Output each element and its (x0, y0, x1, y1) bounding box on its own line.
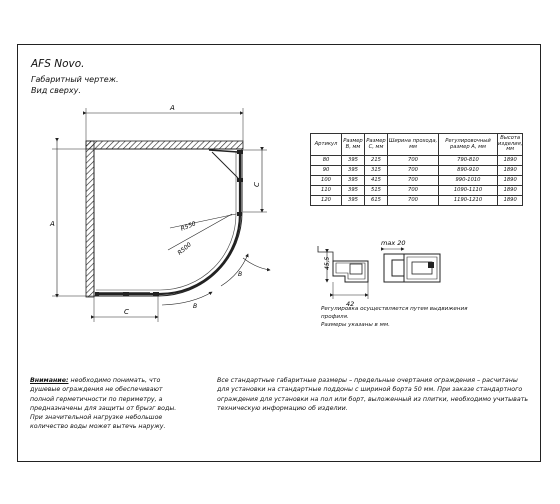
table-header-cell: Ширина прохода, мм (388, 134, 439, 156)
standards-block (217, 376, 528, 413)
table-header-cell: Высота изделия, мм (498, 134, 523, 156)
table-header-cell: Регулировочный размер А, мм (439, 134, 498, 156)
table-row (311, 156, 523, 166)
table-cell: 1890 (498, 176, 523, 186)
table-cell: 395 (342, 196, 365, 206)
table-row (311, 186, 523, 196)
drawing-subtitle: Габаритный чертеж. (31, 75, 119, 84)
table-cell: 700 (388, 166, 439, 176)
r500-leader (168, 214, 232, 250)
table-cell: 700 (388, 176, 439, 186)
label-c-bottom: C (124, 308, 129, 316)
table-cell: 215 (365, 156, 388, 166)
table-header-row (311, 134, 523, 156)
label-a-top: A (170, 104, 175, 112)
table-cell: 80 (311, 156, 342, 166)
table-cell: 890-910 (439, 166, 498, 176)
table-cell: 790-810 (439, 156, 498, 166)
table-cell: 120 (311, 196, 342, 206)
table-cell: 615 (365, 196, 388, 206)
table-header-cell: Размер C, мм (365, 134, 388, 156)
table-cell: 990-1010 (439, 176, 498, 186)
warning-block (30, 376, 176, 432)
label-a-left: A (50, 220, 55, 228)
label-42: 42 (346, 300, 355, 308)
table-row (311, 176, 523, 186)
drawing-view: Вид сверху. (31, 86, 81, 95)
standards-text: ограждения для установки на пол или борт, выложенный из плитки, необходимо учитывать (217, 395, 529, 403)
warning-label: Внимание: (30, 377, 69, 384)
warning-text: полной герметичности по периметру, а (30, 395, 163, 403)
warning-text: предназначены для защиты от брызг воды. (30, 404, 177, 412)
hinge-4 (153, 292, 159, 296)
hinge-6 (95, 292, 99, 296)
table-cell: 1890 (498, 196, 523, 206)
table-cell: 415 (365, 176, 388, 186)
table-row (311, 166, 523, 176)
label-max-20: max 20 (381, 239, 406, 247)
label-c-right: C (253, 182, 261, 187)
table-cell: 515 (365, 186, 388, 196)
warning-text: душевые ограждения не обеспечивают (30, 386, 163, 394)
wall-top (86, 141, 243, 149)
label-r500: R500 (176, 241, 193, 257)
hinge-2 (237, 178, 243, 182)
table-cell: 100 (311, 176, 342, 186)
warning-text: количество воды может вытечь наружу. (30, 423, 166, 431)
table-cell: 1890 (498, 156, 523, 166)
table-cell: 395 (342, 156, 365, 166)
table-header-cell: Артикул (311, 134, 342, 156)
standards-text: для установки на стандартные поддоны с шириной борта 50 мм. При заказе стандартного (217, 386, 523, 394)
enclosure-inner (96, 152, 236, 290)
table-row (311, 196, 523, 206)
table-cell: 90 (311, 166, 342, 176)
door-leaf-right (209, 150, 238, 152)
profile-note-3: Размеры указаны в мм. (321, 322, 390, 328)
hinge-5 (237, 212, 242, 216)
table-cell: 700 (388, 156, 439, 166)
profile-detail (318, 246, 440, 282)
table-cell: 700 (388, 186, 439, 196)
table-cell: 1190-1210 (439, 196, 498, 206)
table-cell: 1890 (498, 166, 523, 176)
standards-text: техническую информацию об изделии. (217, 404, 348, 412)
enclosure-glass (96, 150, 243, 294)
table-cell: 395 (342, 176, 365, 186)
label-r550: R550 (179, 220, 197, 233)
door-leaf-right-swing (212, 152, 238, 178)
profile-note-2: профиля. (321, 314, 349, 320)
door-swing-arrow (243, 258, 270, 270)
table-cell: 700 (388, 196, 439, 206)
dimension-table (310, 133, 523, 206)
table-cell: 1090-1110 (439, 186, 498, 196)
table-header-cell: Размер B, мм (342, 134, 365, 156)
warning-text: При значительной нагрузке небольшое (30, 414, 163, 422)
profile-note-1: Регулировка осуществляется путем выдвижения (321, 306, 468, 312)
warning-text: необходимо понимать, что (70, 377, 161, 384)
table-cell: 110 (311, 186, 342, 196)
table-cell: 395 (342, 186, 365, 196)
table-cell: 315 (365, 166, 388, 176)
table-cell: 395 (342, 166, 365, 176)
tray-outline (94, 149, 242, 296)
table-cell: 1890 (498, 186, 523, 196)
label-b-2: B (238, 271, 243, 278)
wall-left (86, 141, 94, 297)
hinge-3 (123, 292, 129, 296)
hinge-1 (237, 150, 243, 154)
drawing-title: AFS Novo. (31, 58, 85, 70)
label-45-5: 45,5 (324, 256, 331, 270)
label-b-1: B (193, 303, 198, 310)
standards-text: Все стандартные габаритные размеры – предельные очертания ограждения – расчитаны (217, 377, 518, 384)
